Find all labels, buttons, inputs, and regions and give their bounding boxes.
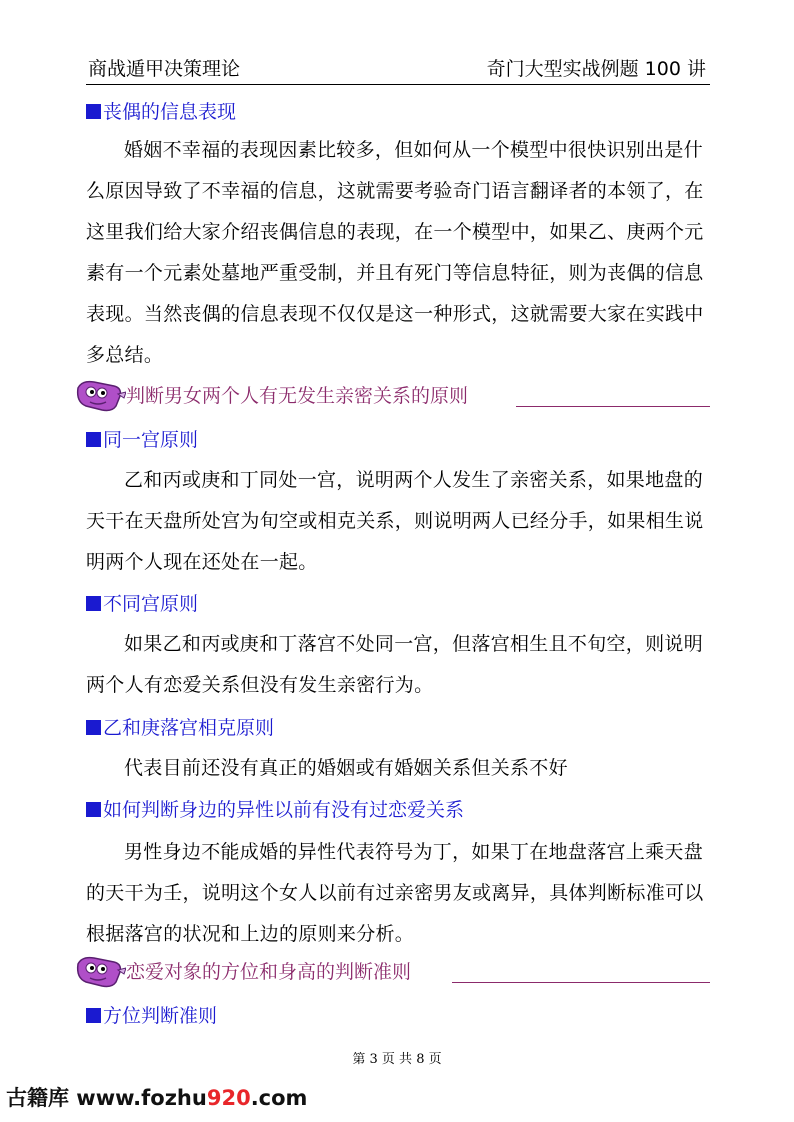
heading-underline [452, 982, 710, 983]
section-title: 乙和庚落宫相克原则 [103, 717, 275, 739]
watermark-number: 920 [206, 1086, 251, 1110]
header-left-title: 商战遁甲决策理论 [88, 58, 241, 80]
square-bullet-icon [86, 1008, 101, 1023]
section-title: 同一宫原则 [103, 429, 199, 451]
section-title: 方位判断准则 [103, 1005, 218, 1027]
paragraph-4 [86, 748, 710, 789]
paragraph-1 [86, 130, 710, 376]
watermark-name: 古籍库 [6, 1086, 69, 1110]
section-title: 丧偶的信息表现 [103, 101, 237, 123]
paragraph-5 [86, 832, 710, 955]
square-bullet-icon [86, 802, 101, 817]
watermark-domain: www.fozhu [69, 1086, 207, 1110]
pointing-mascot-icon [74, 376, 126, 414]
page-header [86, 54, 710, 85]
paragraph-text: 男性身边不能成婚的异性代表符号为丁，如果丁在地盘落宫上乘天盘的天干为壬，说明这个女人以前有过亲密男友或离异，具体判断标准可以根据落宫的状况和上边的原则来分析。 [86, 841, 704, 945]
header-right-title: 奇门大型实战例题 100 讲 [486, 58, 706, 80]
watermark-tld: .com [250, 1086, 308, 1110]
square-bullet-icon [86, 596, 101, 611]
square-bullet-icon [86, 720, 101, 735]
page-number: 第 3 页 共 8 页 [352, 1052, 442, 1067]
heading-underline [516, 406, 710, 407]
section-heading-1 [86, 98, 710, 126]
section-title: 如何判断身边的异性以前有没有过恋爱关系 [103, 799, 465, 821]
section-heading-5 [86, 796, 710, 824]
paragraph-text: 代表目前还没有真正的婚姻或有婚姻关系但关系不好 [124, 757, 568, 779]
square-bullet-icon [86, 432, 101, 447]
section-heading-3 [86, 590, 710, 618]
square-bullet-icon [86, 104, 101, 119]
paragraph-text: 乙和丙或庚和丁同处一宫，说明两个人发生了亲密关系，如果地盘的天干在天盘所处宫为旬空或相克关系，则说明两人已经分手，如果相生说明两个人现在还处在一起。 [86, 469, 704, 573]
paragraph-text: 如果乙和丙或庚和丁落宫不处同一宫，但落宫相生且不旬空，则说明两个人有恋爱关系但没有发生亲密行为。 [86, 633, 704, 696]
major-heading-title: 恋爱对象的方位和身高的判断准则 [126, 961, 412, 983]
section-title: 不同宫原则 [103, 593, 199, 615]
major-heading-1 [74, 376, 710, 416]
section-heading-4 [86, 714, 710, 742]
section-heading-2 [86, 426, 710, 454]
paragraph-text: 婚姻不幸福的表现因素比较多，但如何从一个模型中很快识别出是什么原因导致了不幸福的信息，这就需要考验奇门语言翻译者的本领了，在这里我们给大家介绍丧偶信息的表现，在一个模型中，如果乙、庚两个元素有一个元素处墓地严重受制，并且有死门等信息特征，则为丧偶的信息表现。当然丧偶的信息表现不仅仅是这一种形式，这就需要大家在实践中多总结。 [86, 139, 704, 366]
paragraph-2 [86, 460, 710, 583]
major-heading-title: 判断男女两个人有无发生亲密关系的原则 [126, 385, 469, 407]
paragraph-3 [86, 624, 710, 706]
section-heading-6 [86, 1002, 710, 1030]
major-heading-2 [74, 952, 710, 992]
pointing-mascot-icon [74, 952, 126, 990]
site-watermark [6, 1082, 307, 1112]
